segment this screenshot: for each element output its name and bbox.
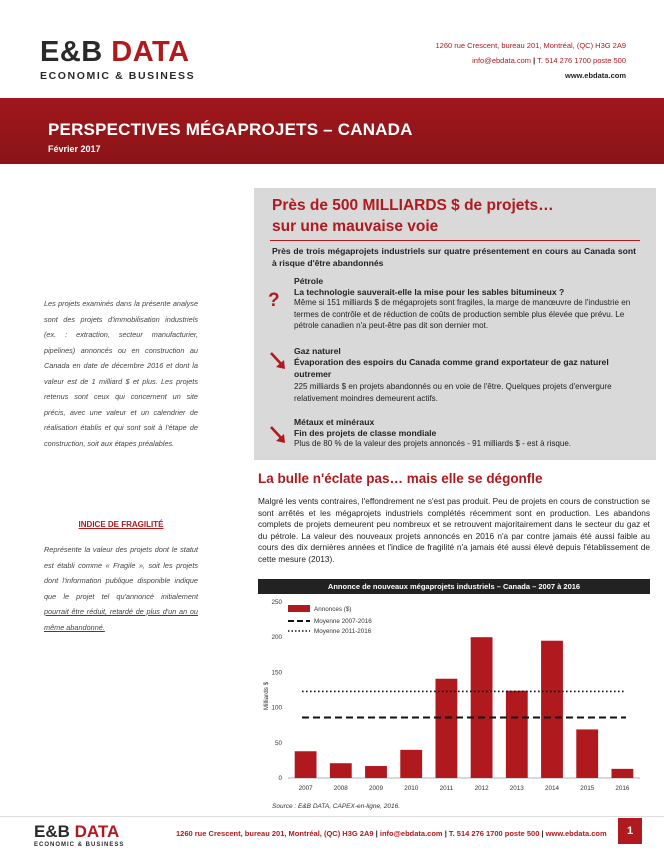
item-3-subheading: Fin des projets de classe mondiale bbox=[294, 428, 437, 438]
bar-2010 bbox=[400, 750, 422, 778]
logo-left: E&B bbox=[40, 36, 103, 68]
bar-2008 bbox=[330, 763, 352, 778]
legend-label-annonces: Annonces ($) bbox=[314, 606, 352, 613]
x-tick-label: 2013 bbox=[509, 785, 524, 792]
bar-2009 bbox=[365, 766, 387, 778]
footer-contact: 1260 rue Crescent, bureau 201, Montréal, (QC) H3G 2A9 | info@ebdata.com | T. 514 276 1700 poste 500 | www.ebdata.com bbox=[176, 829, 607, 838]
section-paragraph: Malgré les vents contraires, l'effondrement ne s'est pas produit. Peu de projets en cours de construction se sont arrêtés et les mégaprojets industriels complétés récemment sont en production. Les abandons complets de projets demeurent peu nombreux et se retrouvent majoritairement dans le secteur du gaz et du pétrole. La valeur des nouveaux projets annoncés en 2016 n'a par contre jamais été aussi faible au cours des dix dernières années et l'indice de fragilité n'a jamais été aussi élevé depuis l'établissement de cette mesure (2013). bbox=[258, 496, 650, 564]
item-2-heading: Gaz naturel bbox=[294, 346, 341, 356]
y-axis-label: Milliards $ bbox=[263, 681, 270, 711]
fragility-index-text-1: Représente la valeur des projets dont le statut est établi comme « Fragile », soit les projets dont l'information publique disponible indique que le projet tel qu'annoncé initialement bbox=[44, 545, 198, 601]
arrow-down-icon bbox=[268, 350, 288, 372]
legend-label-avg-2007: Moyenne 2007-2016 bbox=[314, 618, 372, 625]
logo-right: DATA bbox=[111, 36, 190, 68]
fragility-index-text bbox=[44, 542, 198, 635]
x-tick-label: 2010 bbox=[404, 785, 419, 792]
x-tick-label: 2009 bbox=[368, 785, 384, 792]
bar-2014 bbox=[541, 641, 563, 778]
bar-chart bbox=[258, 594, 650, 798]
logo bbox=[40, 38, 190, 67]
footer-address: 1260 rue Crescent, bureau 201, Montréal, (QC) H3G 2A9 bbox=[176, 829, 374, 838]
item-2-text: 225 milliards $ en projets abandonnés ou en voie de l'être. Quelques projets d'envergure relativement moindres demeurent actifs. bbox=[294, 382, 612, 403]
item-1-heading: Pétrole bbox=[294, 276, 324, 286]
summary-divider bbox=[270, 240, 640, 241]
header-phone: T. 514 276 1700 poste 500 bbox=[537, 56, 626, 65]
x-tick-label: 2007 bbox=[298, 785, 313, 792]
header-contact: 1260 rue Crescent, bureau 201, Montréal, (QC) H3G 2A9 info@ebdata.com | T. 514 276 1700 poste 500 www.ebdata.com bbox=[326, 38, 626, 83]
y-tick-label: 100 bbox=[271, 704, 282, 712]
x-tick-label: 2015 bbox=[580, 785, 595, 792]
item-3-heading: Métaux et minéraux bbox=[294, 417, 375, 427]
y-tick-label: 250 bbox=[271, 599, 282, 606]
x-tick-label: 2011 bbox=[439, 785, 454, 792]
y-tick-label: 200 bbox=[271, 634, 282, 642]
summary-title-line1: Près de 500 MILLIARDS $ de projets… bbox=[272, 197, 554, 214]
footer-logo-left: E&B bbox=[34, 822, 70, 841]
summary-title-line2: sur une mauvaise voie bbox=[272, 218, 439, 235]
y-tick-label: 150 bbox=[271, 669, 282, 677]
fragility-index-text-2: pourrait être réduit, retardé de plus d'un an ou même abandonné. bbox=[44, 607, 198, 632]
bar-2016 bbox=[611, 769, 633, 778]
item-3-text: Plus de 80 % de la valeur des projets annoncés - 91 milliards $ - est à risque. bbox=[294, 439, 572, 448]
page-title: PERSPECTIVES MÉGAPROJETS – CANADA bbox=[48, 120, 413, 139]
fragility-index-title: INDICE DE FRAGILITÉ bbox=[78, 520, 164, 529]
item-1-subheading: La technologie sauverait-elle la mise pour les sables bitumineux ? bbox=[294, 287, 565, 297]
sidebar-intro: Les projets examinés dans la présente analyse sont des projets d'immobilisation industriels (ex. : extraction, secteur manufacturier, pipelines) annoncés ou en construction au Canada en date de décembre 2016 et dont la valeur est de 1 milliard $ et plus. Les projets retenus sont ceux qui concernent un site précis, avec une valeur et un calendrier de réalisation établis et qui sont soit à l'étape de construction, soit aux étapes préalables. bbox=[44, 299, 198, 448]
header-address: 1260 rue Crescent, bureau 201, Montréal, (QC) H3G 2A9 bbox=[435, 41, 626, 50]
x-tick-label: 2014 bbox=[544, 785, 560, 792]
footer-phone: T. 514 276 1700 poste 500 bbox=[448, 829, 540, 838]
footer-email[interactable]: info@ebdata.com bbox=[379, 829, 443, 838]
chart-title: Annonce de nouveaux mégaprojets industriels – Canada – 2007 à 2016 bbox=[258, 579, 650, 594]
page-date: Février 2017 bbox=[48, 144, 101, 154]
logo-subtitle: ECONOMIC & BUSINESS bbox=[40, 70, 196, 82]
y-tick-label: 0 bbox=[278, 775, 282, 782]
header-email[interactable]: info@ebdata.com bbox=[472, 56, 532, 65]
bar-2015 bbox=[576, 729, 598, 778]
chart-source: Source : E&B DATA, CAPEX-en-ligne, 2016. bbox=[272, 803, 401, 810]
section-title: La bulle n'éclate pas… mais elle se dégonfle bbox=[258, 471, 543, 486]
legend-label-avg-2011: Moyenne 2011-2016 bbox=[314, 628, 372, 635]
x-tick-label: 2016 bbox=[615, 785, 630, 792]
bar-2011 bbox=[435, 679, 457, 778]
item-2-subheading: Évaporation des espoirs du Canada comme grand exportateur de gaz naturel outremer bbox=[294, 357, 609, 379]
item-1-text: Même si 151 milliards $ de mégaprojets sont fragiles, la marge de manœuvre de l'industrie en termes de contrôle et de réduction de coûts de production semble plus élevée que prévu. Le pétrole canadien n'a peut-être pas dit son dernier mot. bbox=[294, 298, 631, 330]
footer-website[interactable]: www.ebdata.com bbox=[545, 829, 607, 838]
bar-2012 bbox=[471, 637, 493, 778]
bar-2007 bbox=[295, 751, 317, 778]
question-icon: ? bbox=[268, 290, 280, 311]
bar-2013 bbox=[506, 691, 528, 778]
y-tick-label: 50 bbox=[274, 739, 282, 747]
footer-logo bbox=[34, 823, 119, 840]
header-website[interactable]: www.ebdata.com bbox=[565, 71, 626, 80]
legend-swatch-annonces bbox=[288, 605, 310, 612]
summary-subtitle: Près de trois mégaprojets industriels sur quatre présentement en cours au Canada sont à risque d'être abandonnés bbox=[272, 246, 636, 268]
footer-logo-right: DATA bbox=[74, 822, 120, 841]
x-tick-label: 2012 bbox=[474, 785, 489, 792]
x-tick-label: 2008 bbox=[333, 785, 348, 792]
page-number: 1 bbox=[618, 818, 642, 844]
arrow-down-icon bbox=[268, 424, 288, 446]
footer-logo-sub: ECONOMIC & BUSINESS bbox=[34, 842, 125, 848]
